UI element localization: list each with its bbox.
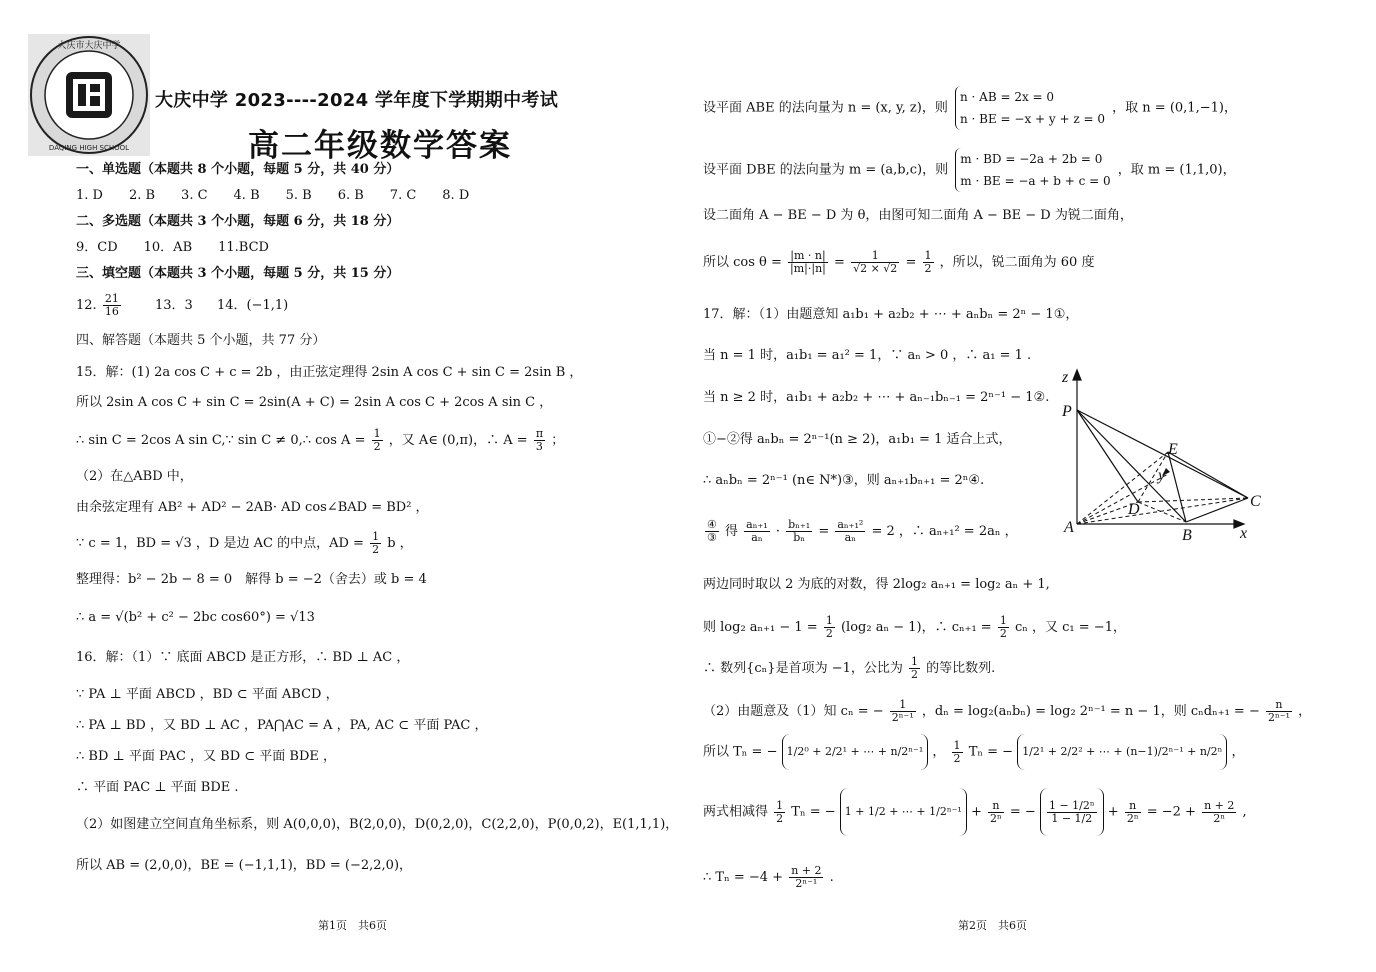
q17-line4: ①−②得 aₙbₙ = 2ⁿ⁻¹(n ≥ 2)，a₁b₁ = 1 适合上式，: [703, 432, 1012, 447]
edge-DC: [1138, 498, 1248, 502]
q16-line7: 所以 AB = (2,0,0)，BE = (−1,1,1)，BD = (−2,2,0)，: [76, 858, 413, 873]
label-C: C: [1250, 493, 1261, 510]
q17-line8: 则 log₂ aₙ₊₁ − 1 = $\frac{1}{2}$ (log₂ aₙ − 1)，∴ cₙ₊₁ = $\frac{1}{2}$ cₙ ，又 c₁ = −1，: [703, 614, 1126, 640]
q15-line2: 所以 2sin A cos C + sin C = 2sin(A + C) = 2sin A cos C + 2cos A sin C ，: [76, 395, 553, 410]
page-footer-right: 第2页 共6页: [958, 919, 1027, 932]
q15-line4: （2）在△ABD 中，: [76, 469, 193, 484]
q16-line2: ∵ PA ⊥ 平面 ABCD ，BD ⊂ 平面 ABCD ，: [76, 687, 339, 702]
edge-BE: [1168, 452, 1186, 522]
edge-EC: [1168, 452, 1248, 498]
q15-line6: ∵ c = 1，BD = √3 ，D 是边 AC 的中点，AD = $\frac{1}{2}$ b ，: [76, 530, 413, 556]
q16-line5: ∴ 平面 PAC ⊥ 平面 BDE .: [76, 780, 239, 795]
label-A: A: [1064, 519, 1074, 536]
r-line3: 设二面角 A − BE − D 为 θ，由图可知二面角 A − BE − D 为锐二面角，: [703, 208, 1133, 223]
edge-PD: [1077, 410, 1138, 502]
q17-line2: 当 n = 1 时，a₁b₁ = a₁² = 1，∵ aₙ > 0 ，∴ a₁ = 1 .: [703, 348, 1032, 363]
label-x: x: [1240, 525, 1248, 542]
y-axis: [1077, 474, 1168, 524]
answer-title: 高二年级数学答案: [248, 128, 512, 164]
q17-line1: 17．解：（1）由题意知 a₁b₁ + a₂b₂ + ⋯ + aₙbₙ = 2ⁿ − 1①，: [703, 307, 1079, 322]
q12-fraction: $\frac{21}{16}$: [104, 292, 119, 318]
label-z: z: [1062, 369, 1069, 386]
q16-line6: （2）如图建立空间直角坐标系，则 A(0,0,0)，B(2,0,0)，D(0,2,0)，C(2,2,0)，P(0,0,2)，E(1,1,1)，: [76, 817, 679, 832]
label-P: P: [1062, 403, 1072, 420]
section3-answers: [76, 288, 288, 324]
z-axis-arrow: [1073, 370, 1081, 380]
q17-line12: 两式相减得 $\frac{1}{2}$ Tₙ = − 1 + 1/2 + ⋯ + 1/2ⁿ⁻¹ + $\frac{n}{\text{2ⁿ}}$ = − $\frac{\text{1 − 1/2ⁿ}}{1 - 1/2}$ + $\frac{n}{\text{2ⁿ}}$ = −2 + $\frac{n + 2}{\text{2ⁿ}}$ ,: [703, 788, 1247, 837]
q17-line11: 所以 Tₙ = − 1/2⁰ + 2/2¹ + ⋯ + n/2ⁿ⁻¹ ， $\frac{1}{2}$ Tₙ = − 1/2¹ + 2/2² + ⋯ + (n−1)/2ⁿ⁻¹ + n/2ⁿ ，: [703, 734, 1245, 771]
q15-line1: 15．解：(1) 2a cos C + c = 2b ，由正弦定理得 2sin A cos C + sin C = 2sin B ，: [76, 365, 583, 380]
label-y: y: [1158, 467, 1166, 484]
q17-line10: （2）由题意及（1）知 cₙ = − $\frac{1}{\text{2ⁿ⁻¹}}$ ，dₙ = log₂(aₙbₙ) = log₂ 2ⁿ⁻¹ = n − 1，则 cₙdₙ₊₁ = − $\frac{n}{\text{2ⁿ⁻¹}}$ ，: [703, 698, 1312, 724]
q14-answer: 14．(−1,1): [216, 298, 289, 313]
label-E: E: [1168, 441, 1178, 458]
q15-line3: ∴ sin C = 2cos A sin C,∵ sin C ≠ 0,∴ cos A = $\frac{1}{2}$ ，又 A∈ (0,π)，∴ A = $\frac{\pi}{3}$ ；: [76, 427, 565, 453]
seal-bottom-text: DAQING HIGH SCHOOL: [48, 144, 130, 152]
r-line4: 所以 cos θ = $\frac{|m \cdot n|}{|m|\cdot|n|}$ = $\frac{1}{√2 \times √2}$ = $\frac{1}{2}$ ，所以，锐二面角为 60 度: [703, 249, 1095, 275]
page-footer-left: 第1页 共6页: [318, 919, 387, 932]
r-line1: 设平面 ABE 的法向量为 n = (x, y, z)，则 n · AB = 2x = 0 n · BE = −x + y + z = 0 ，取 n = (0,1,−1)，: [703, 86, 1237, 131]
edge-PC: [1077, 410, 1248, 498]
q17-line13: ∴ Tₙ = −4 + $\frac{n + 2}{\text{2ⁿ⁻¹}}$ .: [703, 864, 834, 890]
r-line2: 设平面 DBE 的法向量为 m = (a,b,c)，则 m · BD = −2a + 2b = 0 m · BE = −a + b + c = 0 ，取 m = (1,1,0)，: [703, 148, 1236, 193]
q17-line5: ∴ aₙbₙ = 2ⁿ⁻¹ (n∈ N*)③，则 aₙ₊₁bₙ₊₁ = 2ⁿ④.: [703, 473, 985, 488]
exam-title: 大庆中学 2023----2024 学年度下学期期中考试: [155, 90, 559, 111]
section4-heading: 四、解答题（本题共 5 个小题，共 77 分）: [76, 333, 326, 348]
q17-line3: 当 n ≥ 2 时，a₁b₁ + a₂b₂ + ⋯ + aₙ₋₁bₙ₋₁ = 2ⁿ⁻¹ − 1②.: [703, 390, 1050, 405]
q15-line7: 整理得：b² − 2b − 8 = 0 解得 b = −2（舍去）或 b = 4: [76, 572, 427, 587]
q16-line3: ∴ PA ⊥ BD ，又 BD ⊥ AC ，PA⋂AC = A ，PA, AC ⊂ 平面 PAC ，: [76, 718, 488, 733]
seal-top-text: 大庆市大庆中学: [57, 41, 121, 51]
edge-AE: [1077, 452, 1168, 524]
label-B: B: [1182, 527, 1192, 544]
q13-answer: 13．3: [154, 298, 193, 313]
q15-line8: ∴ a = √(b² + c² − 2bc cos60°) = √13: [76, 610, 315, 625]
q16-line1: 16．解：（1）∵ 底面 ABCD 是正方形，∴ BD ⊥ AC ，: [76, 650, 410, 665]
q17-line9: ∴ 数列{cₙ}是首项为 −1，公比为 $\frac{1}{2}$ 的等比数列.: [703, 655, 996, 681]
edge-BC: [1186, 498, 1248, 522]
q15-line5: 由余弦定理有 AB² + AD² − 2AB· AD cos∠BAD = BD² ，: [76, 500, 429, 515]
label-D: D: [1128, 501, 1140, 518]
q12-label: 12.: [76, 298, 97, 313]
pyramid-figure: [1058, 364, 1288, 549]
school-seal-logo: [28, 34, 150, 156]
q16-line4: ∴ BD ⊥ 平面 PAC ，又 BD ⊂ 平面 BDE ，: [76, 749, 337, 764]
edge-DB: [1138, 502, 1186, 522]
section1-heading: 一、单选题（本题共 8 个小题，每题 5 分，共 40 分）: [76, 162, 400, 177]
section2-heading: 二、多选题（本题共 3 个小题，每题 6 分，共 18 分）: [76, 214, 400, 229]
q17-line6: $\frac{\text{④}}{\text{③}}$ 得 $\frac{\text{aₙ₊₁}}{\text{aₙ}}$ · $\frac{\text{bₙ₊₁}}{\text{bₙ}}$ = $\frac{\text{aₙ₊₁²}}{\text{aₙ}}$ = 2 ，∴ aₙ₊₁² = 2aₙ ，: [707, 518, 1018, 544]
section3-heading: 三、填空题（本题共 3 个小题，每题 5 分，共 15 分）: [76, 266, 400, 281]
section1-answers: 1. D 2. B 3. C 4. B 5. B 6. B 7. C 8. D: [76, 188, 470, 203]
q17-line7: 两边同时取以 2 为底的对数，得 2log₂ aₙ₊₁ = log₂ aₙ + 1,: [703, 577, 1050, 592]
section2-answers: 9．CD 10．AB 11.BCD: [76, 240, 269, 255]
edge-AC: [1077, 498, 1248, 524]
